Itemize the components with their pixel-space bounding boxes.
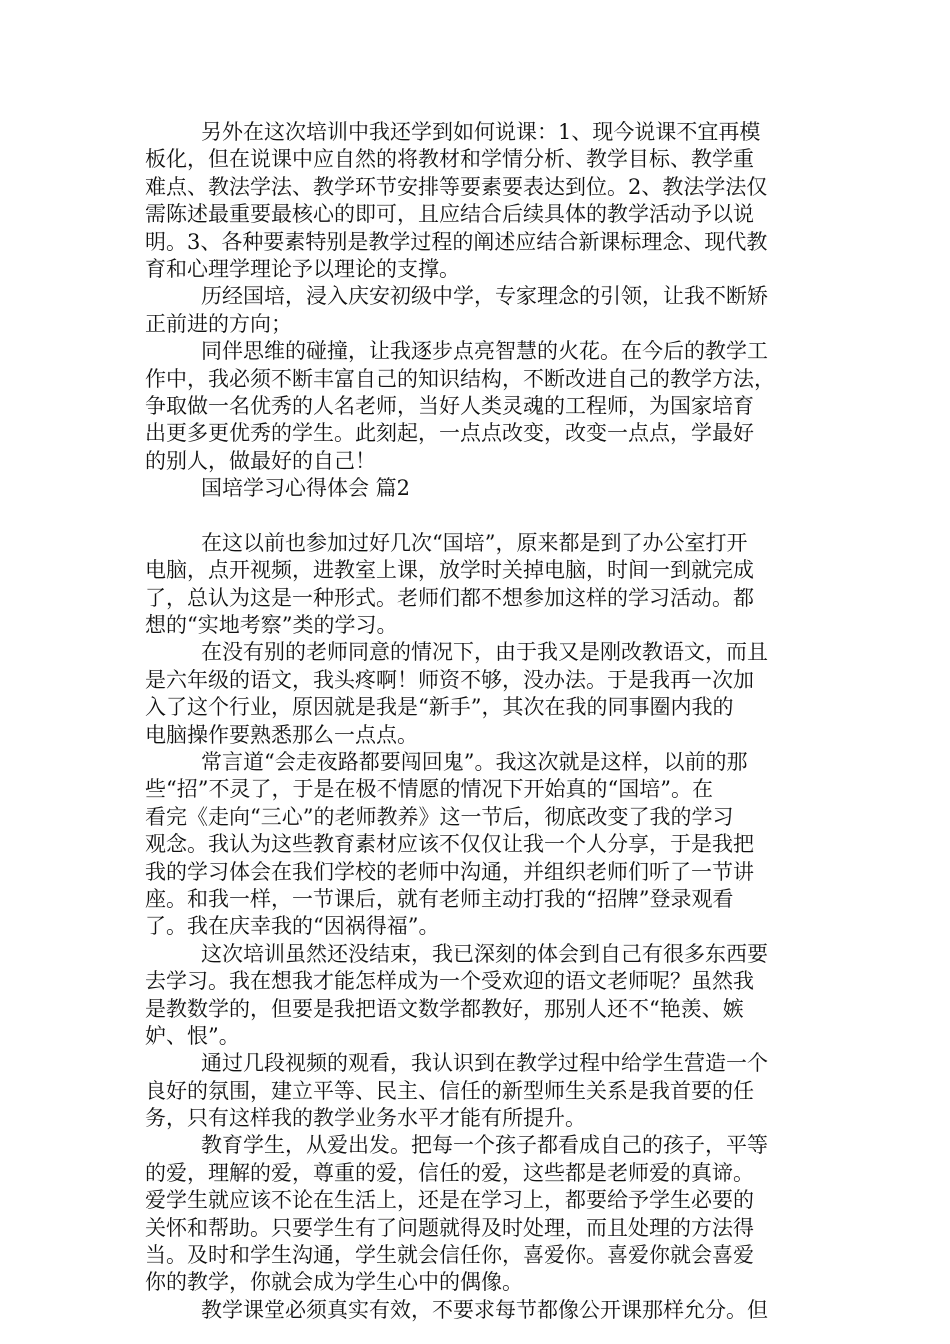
text-line: 育和心理学理论予以理论的支撑。 [145,256,460,281]
text-line: 你的教学，你就会成为学生心中的偶像。 [145,1270,523,1295]
document-page [145,119,815,1324]
text-line: 难点、教法学法、教学环节安排等要素要表达到位。2、教法学法仅 [145,174,768,199]
text-line: 这次培训虽然还没结束，我已深刻的体会到自己有很多东西要 [201,941,768,966]
text-line: 出更多更优秀的学生。此刻起，一点点改变，改变一点点，学最好 [145,421,754,446]
section-heading: 国培学习心得体会 篇2 [201,476,411,501]
text-line: 是六年级的语文，我头疼啊！师资不够，没办法。于是我再一次加 [145,667,754,692]
text-line: 当。及时和学生沟通，学生就会信任你，喜爱你。喜爱你就会喜爱 [145,1243,754,1268]
text-line: 常言道“会走夜路都要闯回鬼”。我这次就是这样，以前的那 [201,749,748,774]
text-line: 教学课堂必须真实有效，不要求每节都像公开课那样允分。但 [201,1297,768,1322]
text-line: 我的学习体会在我们学校的老师中沟通，并组织老师们听了一节讲 [145,859,754,884]
text-line: 看完《走向“三心”的老师教养》这一节后，彻底改变了我的学习 [145,804,734,829]
text-line: 在这以前也参加过好几次“国培”，原来都是到了办公室打开 [201,530,748,555]
text-line: 了，总认为这是一种形式。老师们都不想参加这样的学习活动。都 [145,585,754,610]
text-line: 另外在这次培训中我还学到如何说课：1、现今说课不宜再模 [201,120,761,144]
text-line: 历经国培，浸入庆安初级中学，专家理念的引领，让我不断矫 [201,284,768,309]
text-line: 良好的氛围，建立平等、民主、信任的新型师生关系是我首要的任 [145,1078,754,1103]
text-line: 观念。我认为这些教育素材应该不仅仅让我一个人分享，于是我把 [145,832,754,857]
text-line: 爱学生就应该不论在生活上，还是在学习上，都要给予学生必要的 [145,1188,754,1213]
text-line: 是教数学的，但要是我把语文数学都教好，那别人还不“艳羡、嫉 [145,996,744,1021]
text-line: 关怀和帮助。只要学生有了问题就得及时处理，而且处理的方法得 [145,1215,754,1240]
text-line: 在没有别的老师同意的情况下，由于我又是刚改教语文，而且 [201,640,768,665]
text-line: 正前进的方向； [145,311,292,336]
text-line: 想的“实地考察”类的学习。 [145,613,398,638]
text-line: 通过几段视频的观看，我认识到在教学过程中给学生营造一个 [201,1051,768,1076]
text-line: 争取做一名优秀的人名老师，当好人类灵魂的工程师，为国家培育 [145,393,754,418]
text-line: 同伴思维的碰撞，让我逐步点亮智慧的火花。在今后的教学工 [201,339,768,364]
text-line: 板化，但在说课中应自然的将教材和学情分析、教学目标、教学重 [145,147,754,172]
text-line: 的别人，做最好的自己！ [145,448,376,473]
blank-line [145,502,815,529]
text-line: 需陈述最重要最核心的即可，且应结合后续具体的教学活动予以说 [145,202,754,227]
text-line: 教育学生，从爱出发。把每一个孩子都看成自己的孩子，平等 [201,1133,768,1158]
text-line: 了。我在庆幸我的“因祸得福”。 [145,914,440,939]
text-line: 电脑操作要熟悉那么一点点。 [145,722,418,747]
text-line: 务，只有这样我的教学业务水平才能有所提升。 [145,1106,586,1131]
text-line: 些“招”不灵了，于是在极不情愿的情况下开始真的“国培”。在 [145,777,713,802]
text-line: 妒、恨”。 [145,1023,240,1048]
text-line: 座。和我一样，一节课后，就有老师主动打我的“招牌”登录观看 [145,886,734,911]
text-line: 入了这个行业，原因就是我是“新手”，其次在我的同事圈内我的 [145,695,734,720]
text-line: 电脑，点开视频，进教室上课，放学时关掉电脑，时间一到就完成 [145,558,754,583]
text-line: 作中，我必须不断丰富自己的知识结构，不断改进自己的教学方法， [145,366,775,391]
text-line: 明。3、各种要素特别是教学过程的阐述应结合新课标理念、现代教 [145,229,768,254]
text-line: 的爱，理解的爱，尊重的爱，信任的爱，这些都是老师爱的真谛。 [145,1160,754,1185]
text-line: 去学习。我在想我才能怎样成为一个受欢迎的语文老师呢？虽然我 [145,969,754,994]
